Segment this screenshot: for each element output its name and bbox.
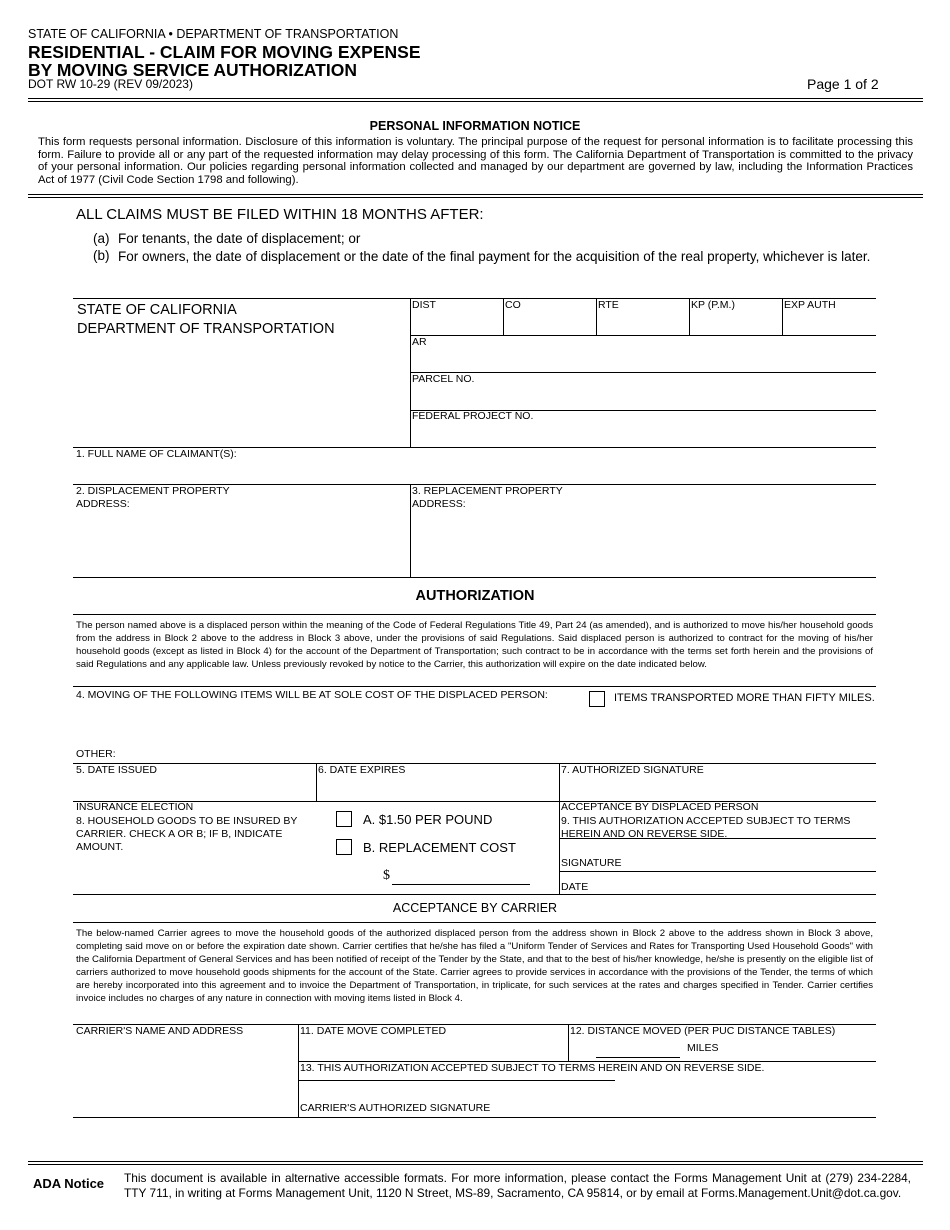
carrier-name-address-field[interactable] xyxy=(76,1040,294,1115)
claims-item-b: For owners, the date of displacement or the date of the final payment for the acquisition of the real property, whichever is later. xyxy=(118,249,871,264)
other-label: OTHER: xyxy=(76,748,116,760)
rule xyxy=(596,298,597,335)
displaced-date-label: DATE xyxy=(561,881,589,893)
rule xyxy=(410,372,876,373)
co-label: CO xyxy=(505,299,521,311)
acceptance-displaced-heading: ACCEPTANCE BY DISPLACED PERSON xyxy=(561,801,759,813)
rule xyxy=(73,298,876,299)
header-divider-2 xyxy=(28,101,923,102)
distance-moved-label: 12. DISTANCE MOVED (PER PUC DISTANCE TABLES) xyxy=(570,1025,836,1037)
fifty-miles-label: ITEMS TRANSPORTED MORE THAN FIFTY MILES. xyxy=(614,692,875,704)
displacement-address-label: 2. DISPLACEMENT PROPERTY ADDRESS: xyxy=(76,485,230,510)
carrier-acceptance-text: The below-named Carrier agrees to move the household goods of the authorized displaced person from the address shown in Block 2 above to the address shown in Block 3 above, completing said move on or before the expiration date shown. Carrier certifies that he/she has filed a "Uniform Tender of Services and Rates for Transporting Used Household Goods" with the California Department of General Services and has been notified of receipt of the Tender by the State, and that to the best of his/her knowledge, he/she is presently on the eligible list of carriers authorized to move household goods shipments for the account of the State. Carrier agrees to provide services in accordance with the provisions of the Tender, the terms of which are hereby incorporated into this agreement and to invoice the Department of Transportation, in triplicate, for such services at the rates and charges specified in Tender. Carrier certifies invoice includes no charges of any nature in connection with moving items listed in Block 4. xyxy=(76,928,873,1004)
rule xyxy=(73,922,876,923)
insurance-instructions: 8. HOUSEHOLD GOODS TO BE INSURED BY CARRIER. CHECK A OR B; IF B, INDICATE AMOUNT. xyxy=(76,815,298,853)
claimant-name-field[interactable] xyxy=(76,462,874,483)
rule xyxy=(316,763,317,801)
replacement-address-label: 3. REPLACEMENT PROPERTY ADDRESS: xyxy=(412,485,563,510)
ada-divider-2 xyxy=(28,1164,923,1165)
rule xyxy=(559,871,876,872)
claimant-name-label: 1. FULL NAME OF CLAIMANT(S): xyxy=(76,448,237,460)
replacement-cost-label: B. REPLACEMENT COST xyxy=(363,840,516,855)
replacement-address-field[interactable] xyxy=(412,513,874,575)
exp-auth-field[interactable] xyxy=(784,313,874,333)
acceptance-displaced-terms: 9. THIS AUTHORIZATION ACCEPTED SUBJECT TO TERMS HEREIN AND ON REVERSE SIDE. xyxy=(561,815,851,840)
rule xyxy=(73,577,876,578)
rule xyxy=(559,838,876,839)
ar-field[interactable] xyxy=(412,350,874,370)
form-number: DOT RW 10-29 (REV 09/2023) xyxy=(28,77,193,91)
miles-label: MILES xyxy=(687,1042,719,1054)
form-title-line2: BY MOVING SERVICE AUTHORIZATION xyxy=(28,60,357,80)
privacy-notice-title: PERSONAL INFORMATION NOTICE xyxy=(369,119,581,133)
federal-project-label: FEDERAL PROJECT NO. xyxy=(412,410,534,422)
carrier-signature-label: CARRIER'S AUTHORIZED SIGNATURE xyxy=(300,1102,491,1114)
dist-field[interactable] xyxy=(412,313,501,333)
carrier-signature-field[interactable] xyxy=(300,1082,613,1099)
displacement-address-field[interactable] xyxy=(76,513,407,575)
rule xyxy=(73,763,876,764)
rte-label: RTE xyxy=(598,299,619,311)
claims-deadline-heading: ALL CLAIMS MUST BE FILED WITHIN 18 MONTHS AFTER: xyxy=(76,206,484,223)
displaced-signature-label: SIGNATURE xyxy=(561,857,622,869)
rule xyxy=(782,298,783,335)
date-issued-label: 5. DATE ISSUED xyxy=(76,764,157,776)
form-title-line1: RESIDENTIAL - CLAIM FOR MOVING EXPENSE xyxy=(28,42,421,62)
date-expires-label: 6. DATE EXPIRES xyxy=(318,764,406,776)
displaced-signature-field[interactable] xyxy=(561,840,874,855)
authorized-signature-label: 7. AUTHORIZED SIGNATURE xyxy=(561,764,704,776)
rule xyxy=(559,763,560,894)
rule xyxy=(298,1024,299,1117)
claims-item-b-marker: (b) xyxy=(93,248,110,263)
replacement-amount-field[interactable] xyxy=(392,867,530,884)
dollar-sign: $ xyxy=(383,868,390,883)
agency-block-line2: DEPARTMENT OF TRANSPORTATION xyxy=(77,321,335,337)
agency-block-line1: STATE OF CALIFORNIA xyxy=(77,302,237,318)
kp-field[interactable] xyxy=(691,313,780,333)
authorization-title: AUTHORIZATION xyxy=(415,588,535,604)
privacy-notice-text: This form requests personal information. Disclosure of this information is voluntary. The principal purpose of the request for personal information is to facilitate processing this form. Failure to provide all or any part of the requested information may delay processing of this form. The California Department of Transportation is committed to the privacy of your personal information. Our policies regarding personal information collected and managed by our department are governed by law, including the Information Practices Act of 1977 (Civil Code Section 1798 and following). xyxy=(38,136,913,186)
rule xyxy=(503,298,504,335)
per-pound-checkbox[interactable] xyxy=(336,811,352,827)
dist-label: DIST xyxy=(412,299,436,311)
ada-divider-1 xyxy=(28,1161,923,1162)
rule xyxy=(392,884,530,885)
carrier-name-address-label: CARRIER'S NAME AND ADDRESS xyxy=(76,1025,244,1037)
federal-project-field[interactable] xyxy=(412,424,874,445)
claims-item-a-marker: (a) xyxy=(93,231,110,246)
replacement-cost-checkbox[interactable] xyxy=(336,839,352,855)
authorized-signature-field[interactable] xyxy=(561,778,874,799)
header-divider-1 xyxy=(28,98,923,99)
date-issued-field[interactable] xyxy=(76,778,313,799)
rule xyxy=(568,1024,569,1061)
privacy-divider-2 xyxy=(28,197,923,198)
authorization-text: The person named above is a displaced person within the meaning of the Code of Federal Regulations Title 49, Part 24 (as amended), and is authorized to move his/her household goods from the address in Block 2 above to the address in Block 3 above, under the provisions of said Regulations. Said displaced person is authorized to contract for the moving of his/her household goods (except as listed in Block 4) for the account of the Department of Transportation; such contract to be in accordance with the terms set forth herein and the provisions of said Regulations and any applicable law. Unless previously revoked by notice to the Carrier, this authorization will expire on the date indicated below. xyxy=(76,620,873,670)
date-expires-field[interactable] xyxy=(318,778,556,799)
per-pound-label: A. $1.50 PER POUND xyxy=(363,812,493,827)
agency-header: STATE OF CALIFORNIA • DEPARTMENT OF TRANSPORTATION xyxy=(28,27,399,41)
rule xyxy=(298,1080,615,1081)
privacy-divider-1 xyxy=(28,194,923,195)
parcel-label: PARCEL NO. xyxy=(412,373,475,385)
exp-auth-label: EXP AUTH xyxy=(784,299,836,311)
ada-notice-label: ADA Notice xyxy=(33,1176,105,1191)
rte-field[interactable] xyxy=(598,313,687,333)
co-field[interactable] xyxy=(505,313,594,333)
ada-notice-text: This document is available in alternative accessible formats. For more information, please contact the Forms Management Unit at (279) 234-2284, TTY 711, in writing at Forms Management Unit, 1120 N Street, MS-89, Sacramento, CA 95814, or by email at Forms.Management.Unit@dot.ca.gov. xyxy=(124,1171,911,1200)
carrier-terms-label: 13. THIS AUTHORIZATION ACCEPTED SUBJECT TO TERMS HEREIN AND ON REVERSE SIDE. xyxy=(300,1062,765,1074)
date-move-completed-label: 11. DATE MOVE COMPLETED xyxy=(300,1025,447,1037)
rule xyxy=(596,1057,680,1058)
rule xyxy=(410,335,876,336)
sole-cost-items-field[interactable] xyxy=(76,708,874,746)
ar-label: AR xyxy=(412,336,427,348)
insurance-election-heading: INSURANCE ELECTION xyxy=(76,801,194,813)
rule xyxy=(73,614,876,615)
rule xyxy=(73,894,876,895)
rule xyxy=(73,686,876,687)
parcel-field[interactable] xyxy=(412,387,874,408)
rule xyxy=(410,484,411,577)
claims-item-a: For tenants, the date of displacement; or xyxy=(118,231,361,246)
rule xyxy=(73,1117,876,1118)
sole-cost-items-label: 4. MOVING OF THE FOLLOWING ITEMS WILL BE AT SOLE COST OF THE DISPLACED PERSON: xyxy=(76,689,548,701)
fifty-miles-checkbox[interactable] xyxy=(589,691,605,707)
rule xyxy=(689,298,690,335)
displaced-date-field[interactable] xyxy=(590,873,874,893)
distance-moved-field[interactable] xyxy=(596,1040,680,1057)
date-move-completed-field[interactable] xyxy=(300,1040,565,1059)
carrier-acceptance-title: ACCEPTANCE BY CARRIER xyxy=(392,901,558,915)
page-number: Page 1 of 2 xyxy=(807,76,879,92)
kp-label: KP (P.M.) xyxy=(691,299,735,311)
